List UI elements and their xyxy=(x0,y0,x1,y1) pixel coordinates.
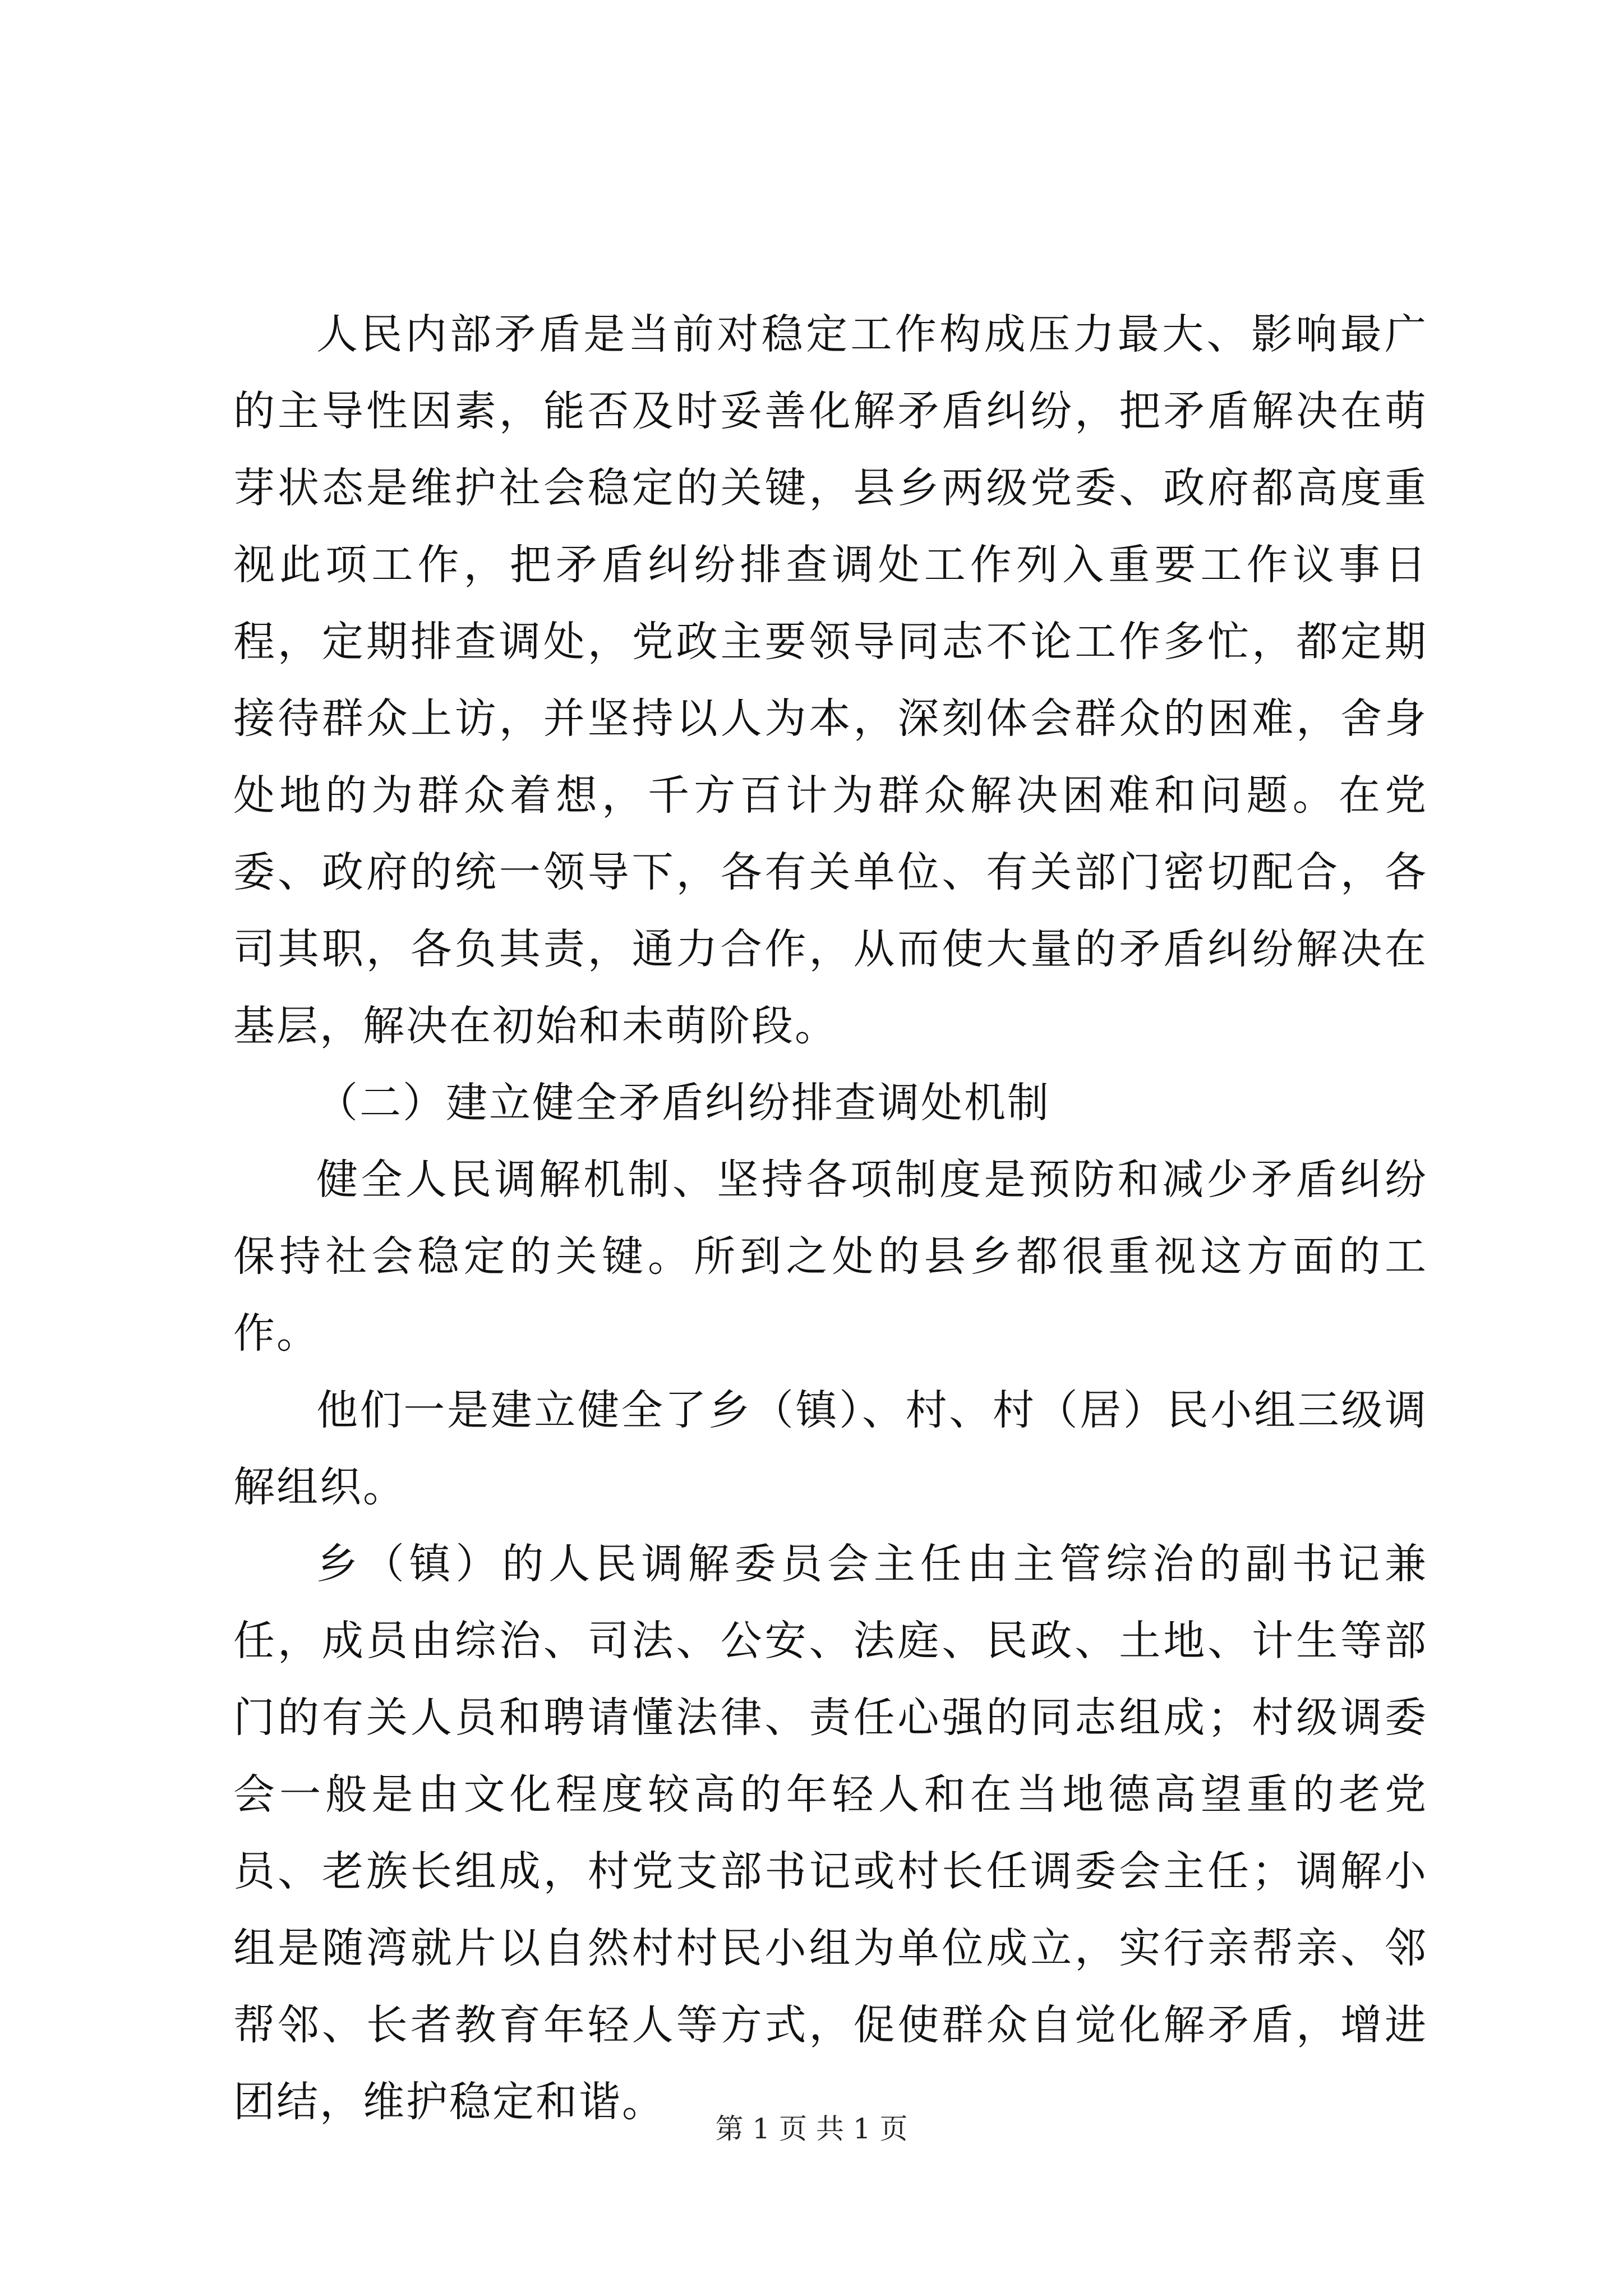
paragraph-committee-composition: 乡（镇）的人民调解委员会主任由主管综治的副书记兼任，成员由综治、司法、公安、法庭、民政、土地、计生等部门的有关人员和聘请懂法律、责任心强的同志组成；村级调委会一般是由文化程度较高的年轻人和在当地德高望重的老党员、老族长组成，村党支部书记或村长任调委会主任；调解小组是随湾就片以自然村村民小组为单位成立，实行亲帮亲、邻帮邻、长者教育年轻人等方式，促使群众自觉化解矛盾，增进团结，维护稳定和谐。 xyxy=(233,1540,1428,2126)
paragraph-three-level-organization: 他们一是建立健全了乡（镇）、村、村（居）民小组三级调解组织。 xyxy=(233,1386,1428,1511)
document-body xyxy=(233,296,1428,2141)
page-footer: 第 1 页 共 1 页 xyxy=(715,2113,908,2145)
paragraph-mediation-mechanism: 健全人民调解机制、坚持各项制度是预防和减少矛盾纠纷保持社会稳定的关键。所到之处的县乡都很重视这方面的工作。 xyxy=(233,1156,1428,1358)
section-heading-mechanism: （二）建立健全矛盾纠纷排查调处机制 xyxy=(316,1079,1050,1127)
paragraph-conflict-overview: 人民内部矛盾是当前对稳定工作构成压力最大、影响最广的主导性因素，能否及时妥善化解矛盾纠纷，把矛盾解决在萌芽状态是维护社会稳定的关键，县乡两级党委、政府都高度重视此项工作，把矛盾纠纷排查调处工作列入重要工作议事日程，定期排查调处，党政主要领导同志不论工作多忙，都定期接待群众上访，并坚持以人为本，深刻体会群众的困难，舍身处地的为群众着想，千方百计为群众解决困难和问题。在党委、政府的统一领导下，各有关单位、有关部门密切配合，各司其职，各负其责，通力合作，从而使大量的矛盾纠纷解决在基层，解决在初始和未萌阶段。 xyxy=(233,310,1428,1050)
